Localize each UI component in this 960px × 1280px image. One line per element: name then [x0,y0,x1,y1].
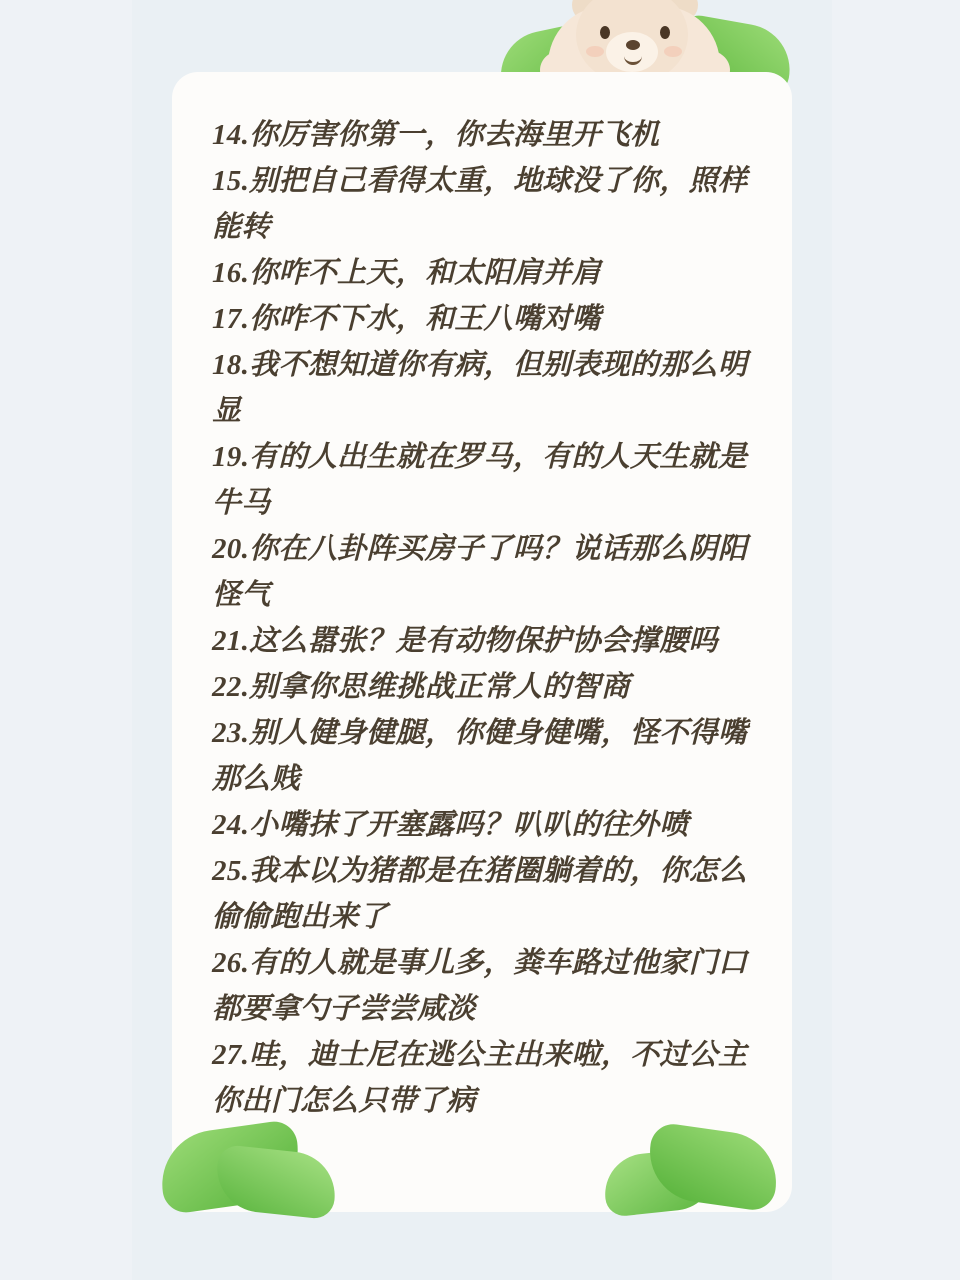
bear-eye-right-icon [660,26,670,39]
bear-cheek-right [664,46,682,57]
list-item: 15.别把自己看得太重，地球没了你，照样能转 [212,165,748,243]
list-item: 16.你咋不上天，和太阳肩并肩 [212,257,601,289]
list-item: 24.小嘴抹了开塞露吗？叭叭的往外喷 [212,809,689,841]
list-item: 17.你咋不下水，和王八嘴对嘴 [212,303,601,335]
bear-nose-icon [626,40,640,50]
bear-eye-left-icon [600,26,610,39]
list-item: 19.有的人出生就在罗马，有的人天生就是牛马 [212,441,748,519]
quote-list [212,112,752,1124]
list-item: 20.你在八卦阵买房子了吗？说话那么阴阳怪气 [212,533,748,611]
list-item: 26.有的人就是事儿多，粪车路过他家门口都要拿勺子尝尝咸淡 [212,947,748,1025]
list-item: 23.别人健身健腿，你健身健嘴，怪不得嘴那么贱 [212,717,748,795]
list-item: 21.这么嚣张？是有动物保护协会撑腰吗 [212,625,718,657]
list-item: 18.我不想知道你有病，但别表现的那么明显 [212,349,748,427]
list-item: 14.你厉害你第一，你去海里开飞机 [212,119,660,151]
bear-cheek-left [586,46,604,57]
list-item: 22.别拿你思维挑战正常人的智商 [212,671,631,703]
list-item: 25.我本以为猪都是在猪圈躺着的，你怎么偷偷跑出来了 [212,855,748,933]
list-item: 27.哇，迪士尼在逃公主出来啦，不过公主你出门怎么只带了病 [212,1039,748,1117]
